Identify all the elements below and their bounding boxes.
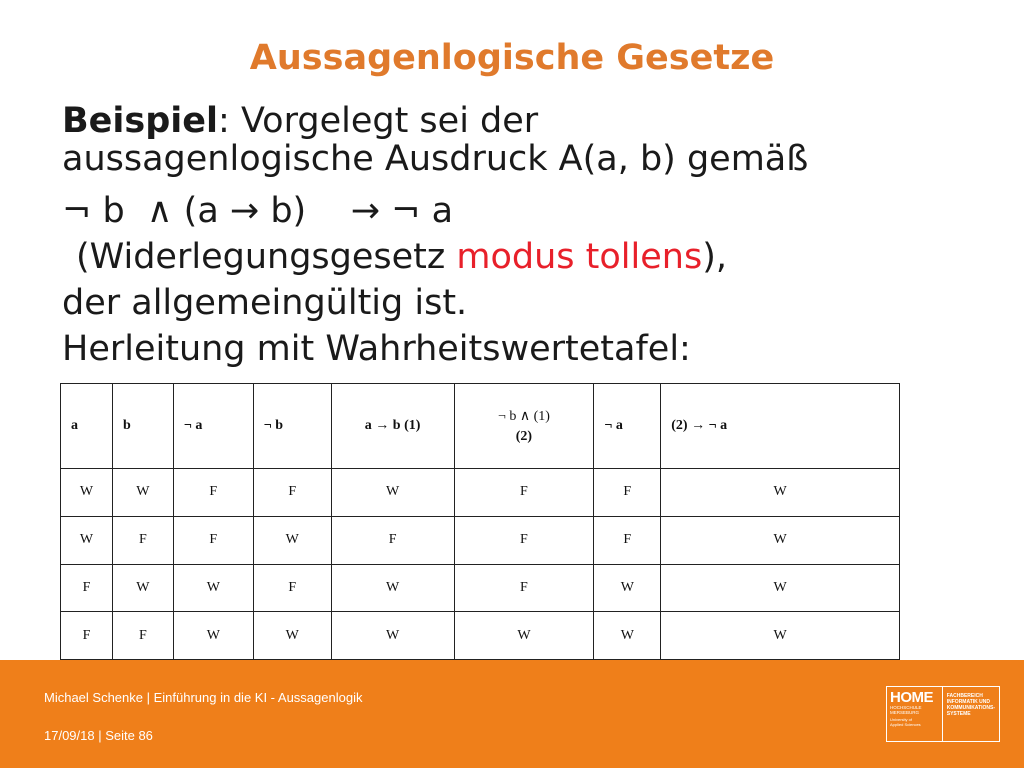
header-cell: ¬ a: [173, 384, 253, 469]
table-cell: W: [661, 612, 900, 660]
footer-author-course: Michael Schenke | Einführung in die KI - Aussagenlogik: [44, 690, 363, 705]
table-cell: F: [454, 516, 594, 564]
table-cell: F: [61, 612, 113, 660]
table-cell: W: [454, 612, 594, 660]
table-row: [61, 564, 900, 612]
law-name-line: [62, 234, 962, 280]
table-row: [61, 612, 900, 660]
expression-line: aussagenlogische Ausdruck A(a, b) gemäß: [62, 139, 809, 179]
logo-line: University of: [890, 717, 913, 723]
table-cell: W: [112, 469, 173, 517]
table-cell: W: [173, 612, 253, 660]
footer-bar: [0, 660, 1024, 768]
table-cell: W: [331, 564, 454, 612]
footer-date-page: 17/09/18 | Seite 86: [44, 728, 153, 743]
header-cell: [454, 384, 594, 469]
table-cell: F: [112, 516, 173, 564]
slide-body: [62, 102, 962, 372]
logo-dept-line: FACHBEREICH: [946, 693, 983, 699]
table-cell: W: [253, 516, 331, 564]
table-cell: W: [594, 612, 661, 660]
table-cell: W: [253, 612, 331, 660]
header-cell: ¬ a: [594, 384, 661, 469]
law-name-after: ),: [702, 237, 727, 277]
logo-dept-line: SYSTEME: [946, 711, 971, 717]
table-cell: F: [173, 516, 253, 564]
table-cell: W: [661, 469, 900, 517]
logo-mark-area: [887, 687, 943, 741]
header-cell: (2) → ¬ a: [661, 384, 900, 469]
table-cell: F: [454, 564, 594, 612]
table-cell: F: [253, 564, 331, 612]
truth-table-header-row: [61, 384, 900, 469]
table-cell: W: [112, 564, 173, 612]
validity-line: der allgemeingültig ist.: [62, 283, 468, 323]
logo-line: HOCHSCHULE: [890, 705, 922, 710]
table-cell: F: [253, 469, 331, 517]
truth-table: [60, 383, 900, 660]
example-line: [62, 102, 962, 140]
table-cell: W: [61, 469, 113, 517]
logo-dept-line: INFORMATIK UND: [946, 699, 990, 705]
table-cell: W: [661, 564, 900, 612]
header-cell: a: [61, 384, 113, 469]
table-cell: W: [173, 564, 253, 612]
header-cell: ¬ b: [253, 384, 331, 469]
table-cell: F: [454, 469, 594, 517]
logo-line: Applied Sciences: [890, 722, 921, 728]
university-logo: [886, 686, 1000, 742]
header-cell-line1: ¬ b ∧ (1): [497, 408, 550, 424]
header-cell-line2: (2): [515, 428, 533, 444]
table-cell: F: [594, 469, 661, 517]
table-cell: W: [61, 516, 113, 564]
header-cell: b: [112, 384, 173, 469]
slide-title-text: Aussagenlogische Gesetze: [249, 38, 775, 78]
table-row: [61, 516, 900, 564]
modus-tollens-highlight: modus tollens: [456, 237, 703, 277]
table-cell: F: [594, 516, 661, 564]
slide-title: [0, 38, 1024, 78]
table-cell: F: [61, 564, 113, 612]
table-cell: W: [331, 469, 454, 517]
logo-department: [943, 687, 999, 741]
logo-mark: HOME: [890, 689, 933, 706]
derivation-line: Herleitung mit Wahrheitswertetafel:: [62, 329, 691, 369]
header-cell: a → b (1): [331, 384, 454, 469]
table-cell: F: [331, 516, 454, 564]
formula: ¬ b ∧ (a → b) → ¬ a: [62, 191, 454, 231]
table-cell: W: [661, 516, 900, 564]
law-name-before: (Widerlegungsgesetz: [76, 237, 457, 277]
table-cell: W: [594, 564, 661, 612]
example-keyword: Beispiel: [62, 101, 219, 141]
example-intro: : Vorgelegt sei der: [218, 101, 539, 141]
table-row: [61, 469, 900, 517]
table-cell: W: [331, 612, 454, 660]
logo-line: MERSEBURG: [890, 710, 920, 716]
table-cell: F: [173, 469, 253, 517]
table-cell: F: [112, 612, 173, 660]
logo-dept-line: KOMMUNIKATIONS-: [946, 705, 995, 711]
